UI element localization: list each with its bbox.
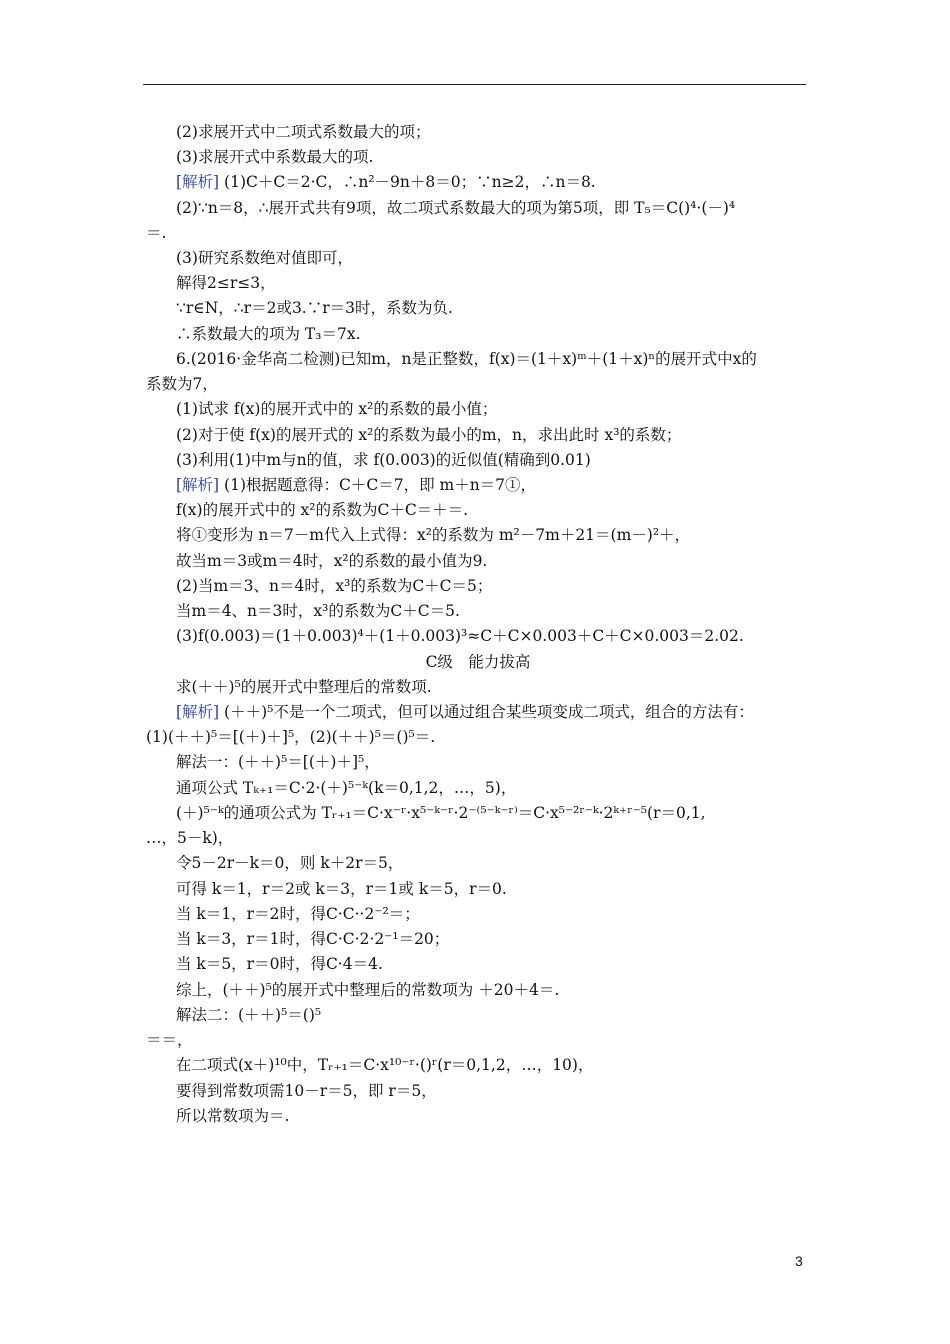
text-line: (1)试求 f(x)的展开式中的 x²的系数的最小值； [176, 400, 498, 418]
analysis-tag: [解析] [176, 703, 220, 721]
text-line: 解得2≤r≤3， [176, 274, 276, 292]
text-line: ∵r∈N，∴r＝2或3.∵r＝3时，系数为负. [176, 299, 453, 317]
text-line: (2)对于使 f(x)的展开式的 x²的系数为最小的m，n，求出此时 x³的系数； [176, 426, 682, 444]
header-rule [143, 84, 806, 85]
text-line: (3)研究系数绝对值即可， [176, 249, 353, 267]
text-line: (＋)⁵⁻ᵏ的通项公式为 Tᵣ₊₁＝C·x⁻ʳ·x⁵⁻ᵏ⁻ʳ·2⁻⁽⁵⁻ᵏ⁻ʳ⁾＝C·x⁵⁻²ʳ⁻ᵏ·2ᵏ⁺ʳ⁻⁵(r＝0,1, [176, 804, 706, 822]
text-line: 通项公式 Tₖ₊₁＝C·2·(＋)⁵⁻ᵏ(k＝0,1,2，…，5)， [176, 779, 517, 797]
text-line: 要得到常数项需10－r＝5，即 r＝5， [176, 1082, 437, 1100]
text-span: (1)C＋C＝2·C，∴n²－9n＋8＝0；∵n≥2，∴n＝8. [219, 173, 596, 191]
text-line: (1)(＋＋)⁵＝[(＋)＋]⁵，(2)(＋＋)⁵＝()⁵＝. [146, 728, 436, 746]
text-line: …，5－k)， [146, 829, 234, 847]
analysis-line [176, 702, 810, 722]
text-line: 在二项式(x＋)¹⁰中，Tᵣ₊₁＝C·x¹⁰⁻ʳ·()ʳ(r＝0,1,2，…，10)， [176, 1056, 594, 1074]
text-span: (1)根据题意得：C＋C＝7，即 m＋n＝7①， [219, 476, 537, 494]
text-line: 解法一：(＋＋)⁵＝[(＋)＋]⁵， [176, 753, 380, 771]
text-line: 可得 k＝1，r＝2或 k＝3，r＝1或 k＝5，r＝0. [176, 880, 507, 898]
text-line: 综上，(＋＋)⁵的展开式中整理后的常数项为 ＋20＋4＝. [176, 981, 560, 999]
text-line: 故当m＝3或m＝4时，x²的系数的最小值为9. [176, 552, 488, 570]
text-line: (3)求展开式中系数最大的项. [176, 148, 374, 166]
text-line: 当 k＝3，r＝1时，得C·C·2·2⁻¹＝20； [176, 930, 450, 948]
text-line: 将①变形为 n＝7－m代入上式得：x²的系数为 m²－7m＋21＝(m－)²＋， [176, 526, 691, 544]
analysis-tag: [解析] [176, 173, 220, 191]
text-line: 当 k＝5，r＝0时，得C·4＝4. [176, 955, 383, 973]
question-c: 求(＋＋)⁵的展开式中整理后的常数项. [176, 678, 432, 696]
text-span: (＋＋)⁵不是一个二项式，但可以通过组合某些项变成二项式，组合的方法有： [219, 703, 754, 721]
text-line: f(x)的展开式中的 x²的系数为C＋C＝＋＝. [176, 501, 469, 519]
text-line: 系数为7， [146, 375, 218, 393]
text-line: ＝. [146, 224, 167, 242]
analysis-line [176, 172, 810, 192]
text-line: 当m＝4、n＝3时，x³的系数为C＋C＝5. [176, 602, 460, 620]
text-line: 所以常数项为＝. [176, 1107, 290, 1125]
text-line: ∴系数最大的项为 T₃＝7x. [176, 325, 361, 343]
analysis-line [176, 475, 810, 495]
text-line: (3)利用(1)中m与n的值，求 f(0.003)的近似值(精确到0.01) [176, 451, 591, 469]
text-line: 解法二：(＋＋)⁵＝()⁵ [176, 1006, 322, 1024]
text-line: (2)∵n＝8，∴展开式共有9项，故二项式系数最大的项为第5项，即 T₅＝C()⁴·(－)⁴ [176, 199, 736, 217]
analysis-tag: [解析] [176, 476, 220, 494]
text-line: (2)求展开式中二项式系数最大的项； [176, 123, 431, 141]
text-line: 令5－2r－k＝0，则 k＋2r＝5， [176, 854, 404, 872]
question-6: 6.(2016·金华高二检测)已知m，n是正整数，f(x)＝(1＋x)ᵐ＋(1＋x)ⁿ的展开式中x的 [176, 350, 757, 368]
text-line: (2)当m＝3、n＝4时，x³的系数为C＋C＝5； [176, 577, 493, 595]
text-line: 当 k＝1，r＝2时，得C·C··2⁻²＝； [176, 905, 420, 923]
text-line: ＝＝， [146, 1031, 193, 1049]
text-line: (3)f(0.003)＝(1＋0.003)⁴＋(1＋0.003)³≈C＋C×0.003＋C＋C×0.003＝2.02. [176, 627, 744, 645]
page-number: 3 [795, 1253, 803, 1269]
section-heading: C级 能力拔高 [425, 653, 531, 671]
